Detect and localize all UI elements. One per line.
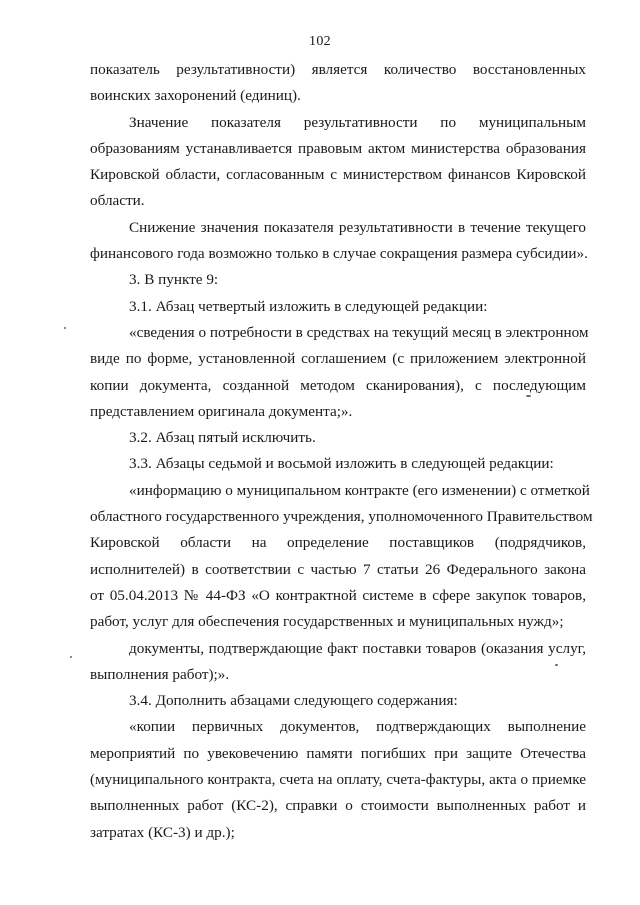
text-line: работ, услуг для обеспечения государственных и муниципальных нужд»;	[90, 613, 564, 631]
text-line: «копии первичных документов, подтверждающих выполнение	[129, 718, 586, 736]
text-line: «информацию о муниципальном контракте (его изменении) с отметкой	[129, 481, 590, 499]
scan-speck	[555, 664, 558, 666]
text-line: Снижение значения показателя результативности в течение текущего	[129, 218, 586, 236]
scan-speck	[70, 656, 72, 658]
text-line: виде по форме, установленной соглашением (с приложением электронной	[90, 350, 586, 368]
scan-speck	[64, 327, 66, 329]
text-line: мероприятий по увековечению памяти погибших при защите Отечества	[90, 744, 586, 762]
text-line: воинских захоронений (единиц).	[90, 87, 301, 105]
text-line: копии документа, созданной методом сканирования), с последующим	[90, 376, 586, 394]
text-line: 3. В пункте 9:	[129, 271, 219, 289]
text-line: 3.3. Абзацы седьмой и восьмой изложить в следующей редакции:	[129, 455, 554, 473]
text-line: Кировской области, согласованным с министерством финансов Кировской	[90, 166, 586, 184]
text-line: показатель результативности) является количество восстановленных	[90, 61, 586, 78]
text-line: выполнения работ);».	[90, 665, 230, 683]
text-line: Кировской области на определение поставщиков (подрядчиков,	[90, 534, 586, 552]
text-line: Значение показателя результативности по муниципальным	[129, 113, 586, 131]
text-line: от 05.04.2013 № 44-ФЗ «О контрактной системе в сфере закупок товаров,	[90, 586, 586, 604]
scan-speck	[526, 395, 531, 397]
page-number: 102	[309, 34, 331, 49]
text-line: «сведения о потребности в средствах на текущий месяц в электронном	[129, 323, 589, 341]
text-line: 3.4. Дополнить абзацами следующего содержания:	[129, 692, 458, 710]
text-line: образованиям устанавливается правовым актом министерства образования	[90, 139, 586, 157]
text-line: исполнителей) в соответствии с частью 7 статьи 26 Федерального закона	[90, 560, 586, 578]
text-line: выполненных работ (КС-2), справки о стоимости выполненных работ и	[90, 797, 586, 815]
text-line: (муниципального контракта, счета на оплату, счета-фактуры, акта о приемке	[90, 771, 586, 789]
document-body	[90, 57, 593, 846]
text-line: 3.1. Абзац четвертый изложить в следующей редакции:	[129, 297, 488, 315]
text-line: 3.2. Абзац пятый исключить.	[129, 429, 316, 447]
text-line: области.	[90, 192, 145, 210]
text-line: представлением оригинала документа;».	[90, 402, 353, 420]
text-line: финансового года возможно только в случае сокращения размера субсидии».	[90, 245, 588, 263]
text-line: областного государственного учреждения, уполномоченного Правительством	[90, 508, 593, 526]
text-line: документы, подтверждающие факт поставки товаров (оказания услуг,	[129, 639, 586, 657]
text-line: затратах (КС-3) и др.);	[90, 823, 235, 841]
